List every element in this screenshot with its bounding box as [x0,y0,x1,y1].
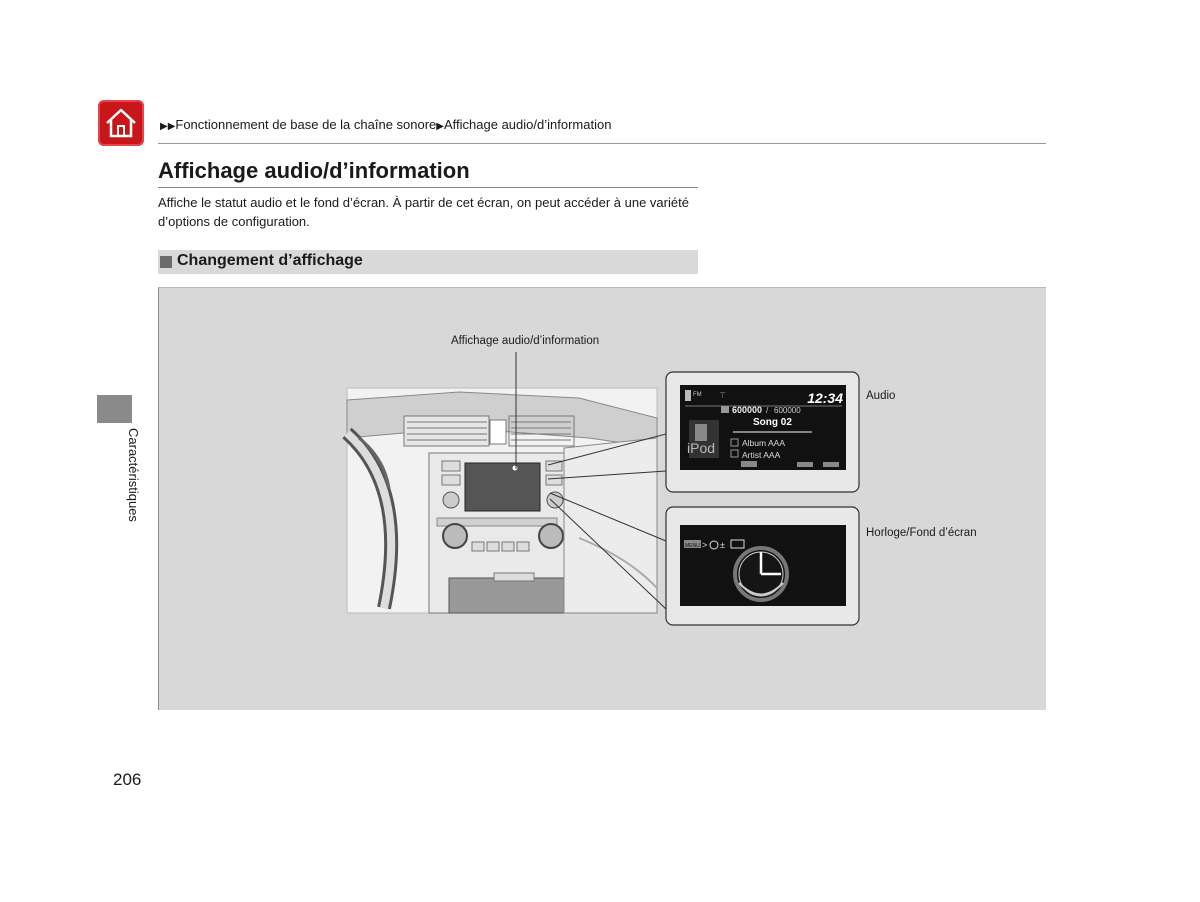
next-softkey [823,462,839,467]
subheading-bar [158,250,698,274]
chevron-right-icon: > [702,540,708,550]
clock-screen-callout [666,507,859,625]
header-divider [158,143,1046,144]
dashboard-drawing [347,388,657,613]
source-label: iPod [687,440,716,456]
page-title: Affichage audio/d’information [158,158,470,183]
prev-softkey [741,461,757,467]
track-counter-total: 600000 [774,406,801,415]
home-icon [104,107,138,139]
audio-screen-callout [666,372,859,492]
callout-display-label: Affichage audio/d’information [451,335,600,347]
dashboard-illustration [159,288,1047,711]
breadcrumb-current: Affichage audio/d’information [444,117,612,132]
chapter-tab[interactable] [97,395,132,423]
title-divider [158,187,698,188]
callout-clock-label: Horloge/Fond d’écran [866,527,977,539]
artist-name: Artist AAA [742,450,781,460]
settings-icon: ± [720,540,725,550]
page-number: 206 [113,770,142,789]
callout-audio-label: Audio [866,390,896,402]
song-title: Song 02 [753,417,792,428]
breadcrumb-link-audio-basics[interactable]: Fonctionnement de base de la chaîne sonore [175,117,437,132]
menu-label: MENU [685,543,700,549]
breadcrumb-arrow-icon: ▶ [436,121,444,132]
svg-text:/: / [766,406,769,415]
album-name: Album AAA [742,438,785,448]
subheading: Changement d’affichage [177,252,363,269]
breadcrumb-arrow-icon: ▶▶ [160,121,176,132]
breadcrumb [160,117,611,132]
intro-paragraph: Affiche le statut audio et le fond d’écran. À partir de cet écran, on peut accéder à une variété d’options de configuration. [158,195,689,229]
track-counter: 600000 [732,405,763,415]
chapter-label: Caractéristiques [126,428,141,522]
home-button[interactable] [98,100,144,146]
screen-time: 12:34 [807,390,843,406]
square-bullet-icon [160,256,172,268]
folder-softkey [797,462,813,467]
illustration-panel [158,287,1046,710]
signal-icon: ⊤ [719,391,726,400]
band-label: FM [693,392,702,398]
